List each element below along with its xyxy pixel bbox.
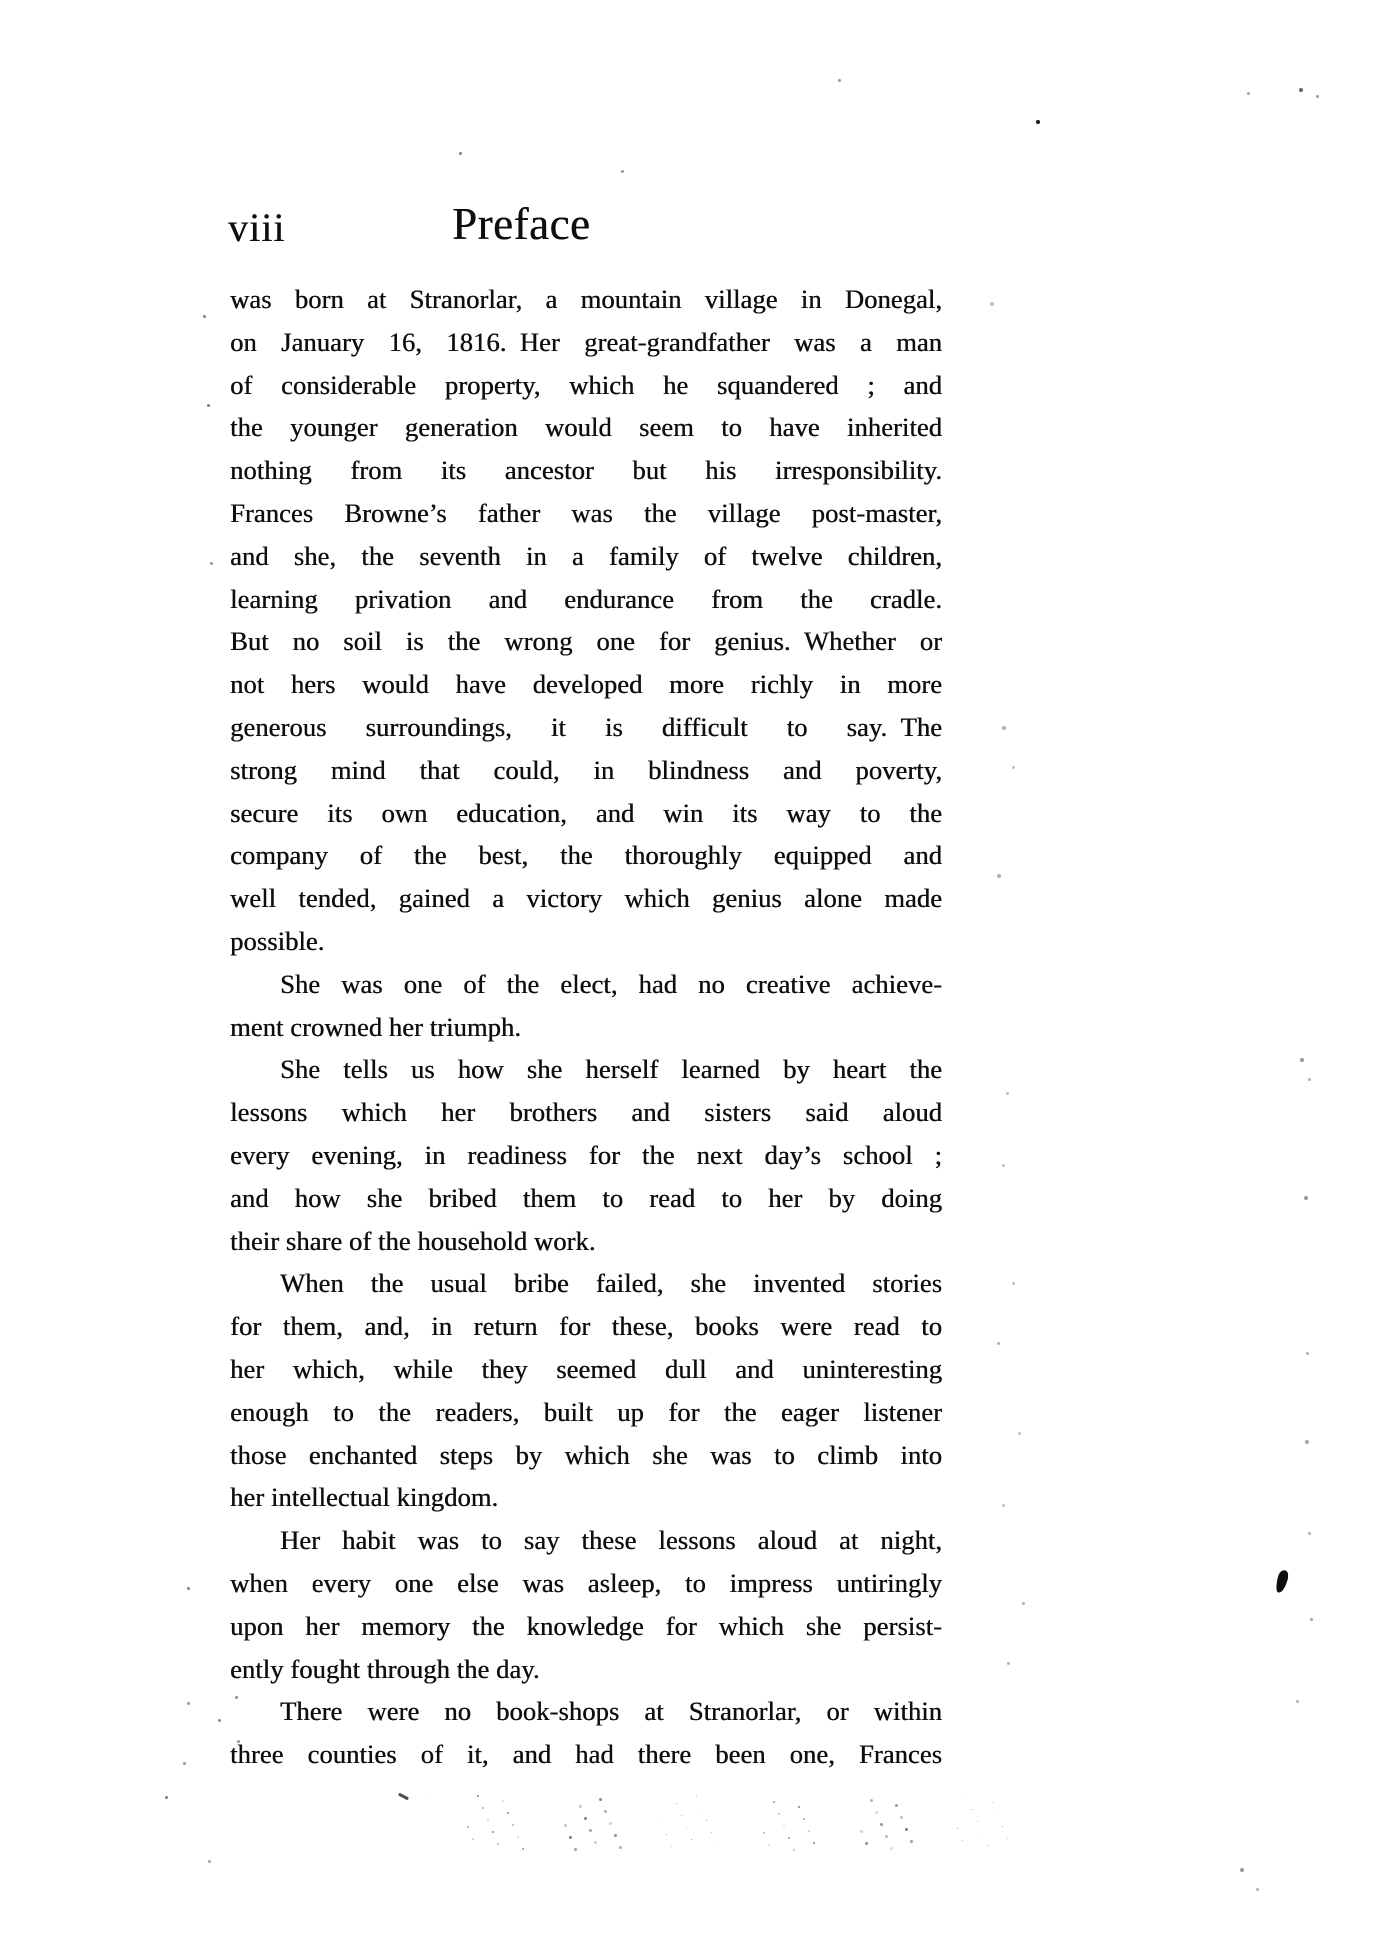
paragraph bbox=[230, 278, 942, 963]
scan-artifact bbox=[574, 1848, 577, 1851]
scan-artifact bbox=[218, 1719, 221, 1722]
text-line: for them, and, in return for these, books were read to bbox=[230, 1311, 942, 1342]
scan-artifact bbox=[1007, 1838, 1008, 1839]
scan-artifact bbox=[671, 1846, 672, 1847]
scan-artifact bbox=[696, 1796, 697, 1797]
scan-artifact bbox=[487, 1819, 489, 1821]
scan-artifact bbox=[681, 1815, 682, 1816]
scan-artifact bbox=[905, 1828, 908, 1831]
scan-artifact bbox=[661, 1822, 662, 1823]
text-line: on January 16, 1816. Her great-grandfather was a man bbox=[230, 326, 942, 357]
scan-artifact bbox=[1012, 766, 1015, 769]
text-line: not hers would have developed more richly in more bbox=[230, 669, 942, 700]
scan-artifact bbox=[210, 562, 213, 565]
scan-artifact bbox=[1310, 1618, 1313, 1621]
text-line: of considerable property, which he squandered ; and bbox=[230, 369, 942, 400]
scan-artifact bbox=[910, 1840, 913, 1843]
scan-artifact bbox=[1306, 1352, 1309, 1355]
scan-artifact bbox=[711, 1832, 712, 1833]
scan-artifact bbox=[589, 1829, 592, 1832]
scan-artifact bbox=[621, 170, 624, 173]
scan-artifact bbox=[1308, 1078, 1311, 1081]
scan-artifact bbox=[604, 1810, 607, 1813]
scan-artifact bbox=[763, 1832, 765, 1834]
scan-artifact bbox=[972, 1809, 973, 1810]
scan-artifact bbox=[1256, 1888, 1259, 1891]
scan-artifact bbox=[676, 1803, 677, 1804]
scan-artifact bbox=[584, 1817, 587, 1820]
scan-artifact bbox=[564, 1824, 567, 1827]
scan-artifact bbox=[398, 1793, 409, 1801]
paragraph bbox=[230, 1519, 942, 1690]
text-line: nothing from its ancestor but his irresponsibility. bbox=[230, 455, 942, 486]
scan-artifact bbox=[992, 1802, 993, 1803]
scan-artifact bbox=[997, 1342, 1000, 1345]
text-line: She tells us how she herself learned by heart the bbox=[280, 1054, 942, 1085]
text-line: generous surroundings, it is difficult to say. The bbox=[230, 711, 942, 742]
scan-artifact bbox=[1316, 95, 1319, 98]
scan-artifact bbox=[207, 404, 210, 407]
scan-artifact bbox=[203, 315, 206, 318]
scan-artifact bbox=[716, 1844, 717, 1845]
scan-artifact bbox=[666, 1834, 667, 1835]
scan-artifact bbox=[477, 1795, 479, 1797]
scan-artifact bbox=[619, 1846, 622, 1849]
scan-artifact bbox=[1308, 1532, 1311, 1535]
scan-artifact bbox=[1036, 120, 1040, 124]
scan-artifact bbox=[793, 1849, 795, 1851]
paragraph bbox=[230, 1262, 942, 1519]
paragraph bbox=[230, 1690, 942, 1776]
scan-artifact bbox=[482, 1807, 484, 1809]
text-line: lessons which her brothers and sisters said aloud bbox=[230, 1097, 942, 1128]
scan-artifact bbox=[990, 302, 994, 306]
scan-artifact bbox=[497, 1843, 499, 1845]
scan-artifact bbox=[783, 1825, 785, 1827]
scan-artifact bbox=[1002, 726, 1006, 730]
scan-artifact bbox=[1002, 1504, 1005, 1507]
scan-artifact bbox=[875, 1811, 878, 1814]
scan-artifact bbox=[467, 1826, 469, 1828]
scan-artifact bbox=[813, 1842, 815, 1844]
scan-artifact bbox=[838, 79, 841, 82]
text-line: Frances Browne’s father was the village post-master, bbox=[230, 497, 942, 528]
scan-artifact bbox=[885, 1835, 888, 1838]
text-line: every evening, in readiness for the next day’s school ; bbox=[230, 1139, 942, 1170]
scan-artifact bbox=[997, 1814, 998, 1815]
scan-artifact bbox=[997, 874, 1001, 878]
scan-artifact bbox=[1018, 1432, 1021, 1435]
text-line: her intellectual kingdom. bbox=[230, 1482, 499, 1513]
text-line: and she, the seventh in a family of twelve children, bbox=[230, 540, 942, 571]
scan-artifact bbox=[1240, 1868, 1244, 1872]
paragraph bbox=[230, 963, 942, 1049]
text-line: There were no book-shops at Stranorlar, or within bbox=[280, 1696, 942, 1727]
scan-artifact bbox=[502, 1800, 504, 1802]
scan-artifact bbox=[880, 1823, 883, 1826]
text-line: Her habit was to say these lessons aloud at night, bbox=[280, 1525, 942, 1556]
text-line: upon her memory the knowledge for which she persist- bbox=[230, 1610, 942, 1641]
scan-artifact bbox=[609, 1822, 612, 1825]
text-line: ment crowned her triumph. bbox=[230, 1011, 521, 1042]
scan-artifact bbox=[208, 1860, 211, 1863]
text-line: three counties of it, and had there been one, Frances bbox=[230, 1739, 942, 1770]
scan-artifact bbox=[1300, 1058, 1304, 1062]
scan-artifact bbox=[773, 1801, 775, 1803]
scan-artifact bbox=[686, 1827, 687, 1828]
scan-artifact bbox=[1296, 1700, 1299, 1703]
scan-artifact bbox=[569, 1836, 572, 1839]
scan-artifact bbox=[599, 1798, 602, 1801]
text-line: enough to the readers, built up for the eager listener bbox=[230, 1396, 942, 1427]
scan-artifact bbox=[982, 1833, 983, 1834]
scan-artifact bbox=[1022, 1602, 1025, 1605]
paragraph bbox=[230, 1048, 942, 1262]
text-line: and how she bribed them to read to her by doing bbox=[230, 1182, 942, 1213]
scan-artifact bbox=[1002, 1826, 1003, 1827]
text-line: learning privation and endurance from the cradle. bbox=[230, 583, 942, 614]
text-line: their share of the household work. bbox=[230, 1225, 596, 1256]
text-line: was born at Stranorlar, a mountain village in Donegal, bbox=[230, 284, 942, 314]
scan-artifact bbox=[187, 1702, 190, 1705]
scan-artifact bbox=[1002, 1164, 1005, 1167]
scan-artifact bbox=[512, 1824, 514, 1826]
text-line: When the usual bribe failed, she invented stories bbox=[280, 1268, 942, 1299]
text-line: her which, while they seemed dull and uninteresting bbox=[230, 1353, 942, 1384]
text-line: She was one of the elect, had no creative achieve- bbox=[280, 968, 942, 999]
scan-artifact bbox=[1247, 92, 1250, 95]
scan-artifact bbox=[768, 1844, 770, 1846]
scan-artifact bbox=[472, 1838, 474, 1840]
ink-mark bbox=[1274, 1569, 1289, 1594]
text-line: possible. bbox=[230, 925, 325, 956]
scan-artifact bbox=[987, 1845, 988, 1846]
scan-artifact bbox=[860, 1830, 863, 1833]
scan-artifact bbox=[778, 1813, 780, 1815]
text-line: secure its own education, and win its way to the bbox=[230, 797, 942, 828]
scan-artifact bbox=[1012, 1282, 1015, 1285]
scan-artifact bbox=[900, 1816, 903, 1819]
scan-artifact bbox=[522, 1848, 524, 1850]
scan-artifact bbox=[691, 1839, 692, 1840]
scan-artifact bbox=[890, 1847, 893, 1850]
text-line: ently fought through the day. bbox=[230, 1653, 540, 1684]
scan-artifact bbox=[865, 1842, 868, 1845]
scan-artifact bbox=[165, 1796, 168, 1799]
scan-artifact bbox=[594, 1841, 597, 1844]
text-line: those enchanted steps by which she was to climb into bbox=[230, 1439, 942, 1470]
scan-artifact bbox=[1007, 1662, 1010, 1665]
scan-artifact bbox=[895, 1804, 898, 1807]
page-number: viii bbox=[228, 205, 286, 250]
scan-artifact bbox=[870, 1799, 873, 1802]
scan-artifact bbox=[1299, 88, 1303, 92]
scan-artifact bbox=[977, 1821, 978, 1822]
scan-artifact bbox=[235, 1696, 238, 1699]
text-line: strong mind that could, in blindness and poverty, bbox=[230, 754, 942, 785]
scan-artifact bbox=[1304, 1196, 1308, 1200]
scan-artifact bbox=[967, 1797, 968, 1798]
scan-artifact bbox=[425, 1795, 426, 1796]
scan-artifact bbox=[183, 1762, 186, 1765]
scan-artifact bbox=[459, 152, 462, 155]
scan-artifact bbox=[798, 1806, 800, 1808]
scan-artifact bbox=[803, 1818, 805, 1820]
scan-artifact bbox=[808, 1830, 810, 1832]
scan-artifact bbox=[1305, 1440, 1309, 1444]
scan-artifact bbox=[507, 1812, 509, 1814]
scan-artifact bbox=[1006, 1092, 1009, 1095]
scan-artifact bbox=[492, 1831, 494, 1833]
scan-artifact bbox=[706, 1820, 707, 1821]
scan-artifact bbox=[614, 1834, 617, 1837]
scan-artifact bbox=[957, 1828, 958, 1829]
text-line: the younger generation would seem to have inherited bbox=[230, 412, 942, 443]
scan-artifact bbox=[701, 1808, 702, 1809]
page-title: Preface bbox=[452, 199, 591, 249]
scan-artifact bbox=[962, 1840, 963, 1841]
scan-artifact bbox=[579, 1805, 582, 1808]
text-line: when every one else was asleep, to impress untiringly bbox=[230, 1567, 942, 1598]
text-line: But no soil is the wrong one for genius. Whether or bbox=[230, 626, 942, 657]
text-line: company of the best, the thoroughly equipped and bbox=[230, 840, 942, 871]
scan-artifact bbox=[187, 1587, 190, 1590]
scan-artifact bbox=[788, 1837, 790, 1839]
scan-artifact bbox=[517, 1836, 519, 1838]
page-text bbox=[230, 278, 942, 1776]
scan-artifact bbox=[237, 1740, 240, 1743]
text-line: well tended, gained a victory which genius alone made bbox=[230, 883, 942, 914]
